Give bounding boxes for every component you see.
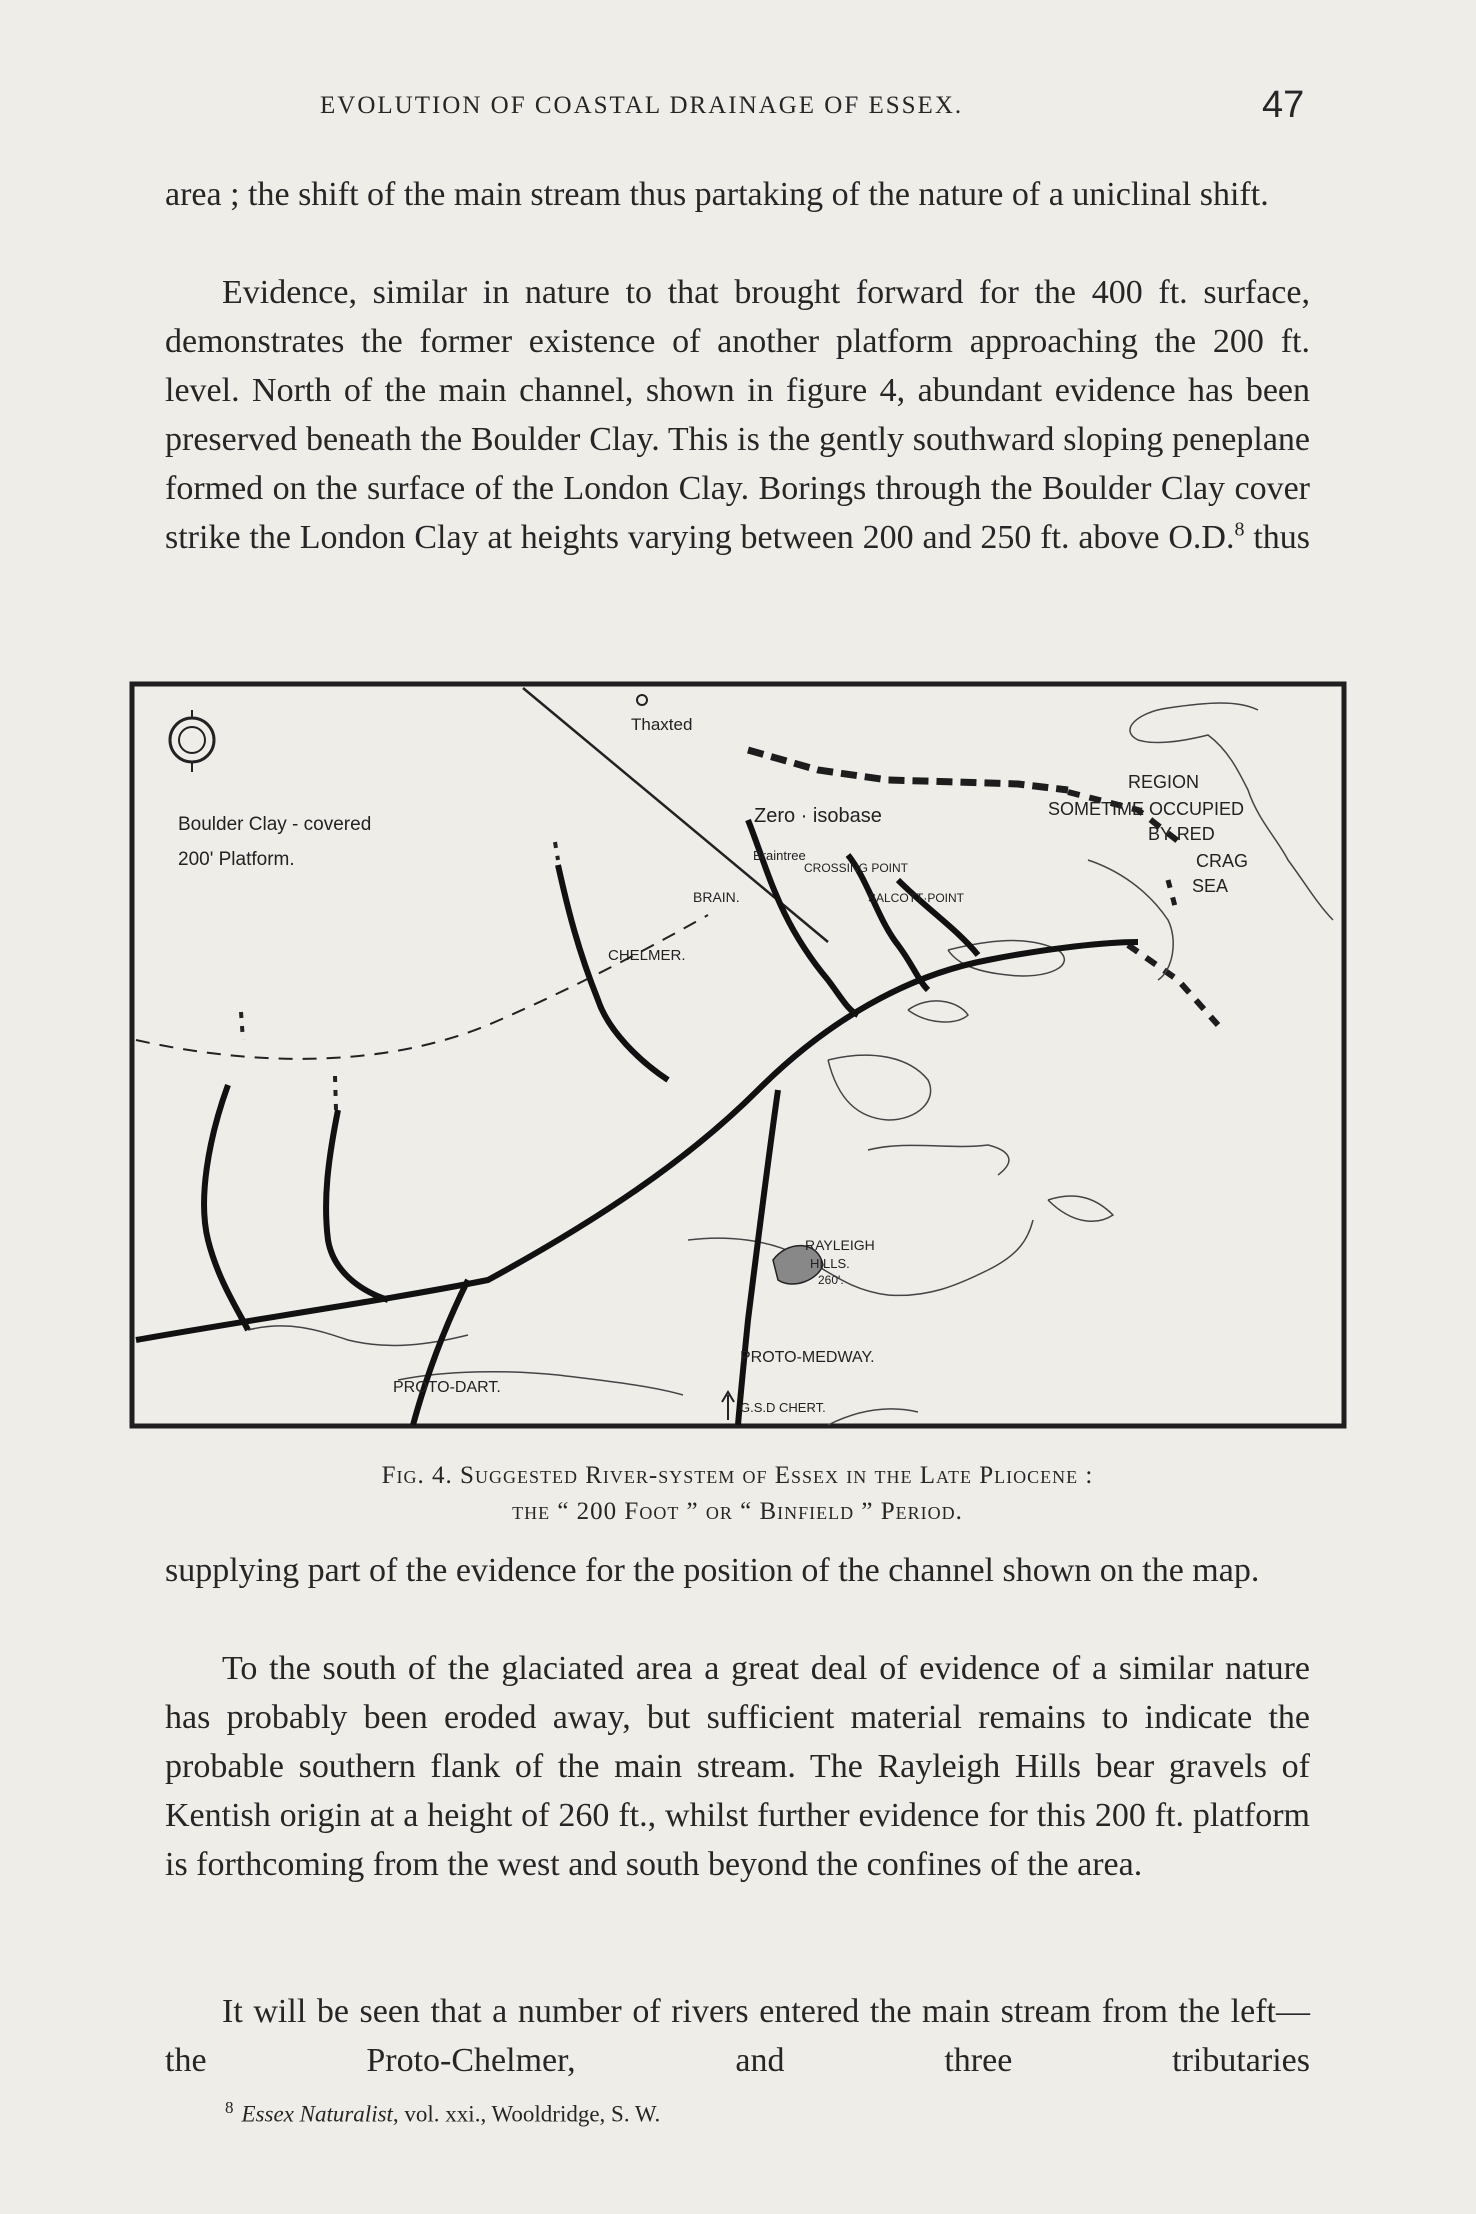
proto-chelmer <box>558 865 668 1080</box>
label-proto-dart: PROTO-DART. <box>393 1379 501 1396</box>
footnote-rest: , vol. xxi., Wooldridge, S. W. <box>392 2101 661 2127</box>
running-title: EVOLUTION OF COASTAL DRAINAGE OF ESSEX. <box>320 92 964 119</box>
label-region-2: SOMETIME OCCUPIED <box>1048 799 1245 819</box>
footnote-number: 8 <box>225 2098 234 2117</box>
paragraph-evidence-tail: thus <box>1244 519 1310 556</box>
label-zero-isobase: Zero · isobase <box>754 805 882 827</box>
proto-dart <box>413 1280 468 1425</box>
shore-line-2 <box>1048 1196 1113 1221</box>
proto-medway <box>738 1090 778 1425</box>
red-crag-boundary <box>1128 945 1218 1025</box>
caption-line-1: Fig. 4. Suggested River-system of Essex in the Late Pliocene : <box>381 1462 1094 1489</box>
label-region-4: CRAG <box>1196 851 1249 871</box>
estuary-island-2 <box>908 1001 968 1022</box>
paragraph-supplying: supplying part of the evidence for the position of the channel shown on the map. <box>165 1552 1260 1589</box>
label-thaxted: Thaxted <box>631 715 693 734</box>
coast-south <box>688 1220 1033 1295</box>
dash-mark-1 <box>555 842 558 860</box>
figure-4-map <box>128 680 1348 1450</box>
thaxted-marker-icon <box>637 695 647 705</box>
west-tributary-2 <box>326 1110 388 1300</box>
medway-bank <box>828 1409 918 1425</box>
zero-isobase-line <box>748 750 1068 790</box>
estuary-shore <box>828 1055 931 1120</box>
label-rayleigh-2: HILLS. <box>810 1256 850 1271</box>
shore-line-1 <box>868 1145 1009 1175</box>
page-number: 47 <box>1262 84 1305 126</box>
blackwater-tributary <box>848 855 928 990</box>
label-brain: BRAIN. <box>693 889 740 905</box>
label-braintree-crossing: CROSSING POINT <box>804 861 909 875</box>
main-stream <box>136 942 1138 1340</box>
dash-mark-2 <box>241 1012 243 1040</box>
west-tributary-1 <box>204 1085 248 1330</box>
figure-caption <box>150 1458 1325 1530</box>
label-chelmer: CHELMER. <box>608 947 686 964</box>
stour-estuary <box>1088 860 1173 980</box>
label-braintree: Braintree <box>753 848 806 863</box>
label-gsd-chert: G.S.D CHERT. <box>740 1400 826 1415</box>
label-rayleigh-3: 260'. <box>818 1273 844 1287</box>
paragraph-south: To the south of the glaciated area a great deal of evidence of a similar nature has probably been eroded away, but sufficient material remains to indicate the probable southern flank of the main stream. The Rayleigh Hills bear gravels of Kentish origin at a height of 260 ft., whilst further evidence for this 200 ft. platform is forthcoming from the west and south beyond the confines of the area. <box>165 1650 1310 1883</box>
dash-mark-3 <box>335 1076 336 1110</box>
label-salcott: SALCOTT·POINT <box>868 891 965 905</box>
crag-boundary-dots <box>1168 880 1176 910</box>
footnote-ref: 8 <box>1234 518 1245 541</box>
map-frame <box>132 684 1344 1426</box>
footnote <box>225 2098 660 2128</box>
label-region-3: BY RED <box>1148 824 1215 844</box>
paragraph-evidence-text: Evidence, similar in nature to that brought forward for the 400 ft. surface, demonstrates the former existence of another platform approaching the 200 ft. level. North of the main channel, shown in figure 4, abundant evidence has been preserved beneath the Boulder Clay. This is the gently southward sloping peneplane formed on the surface of the London Clay. Borings through the Boulder Clay cover strike the London Clay at heights varying between 200 and 250 ft. above O.D. <box>165 274 1310 556</box>
paragraph-evidence <box>165 268 1310 562</box>
paragraph-continued: area ; the shift of the main stream thus partaking of the nature of a uniclinal shift. <box>165 176 1269 213</box>
label-proto-medway: PROTO-MEDWAY. <box>740 1349 875 1366</box>
caption-line-2: the “ 200 Foot ” or “ Binfield ” Period. <box>512 1498 963 1525</box>
footnote-source: Essex Naturalist <box>241 2101 393 2127</box>
paragraph-rivers: It will be seen that a number of rivers entered the main stream from the left—the Proto-Chelmer, and three tributaries <box>165 1993 1310 2079</box>
label-rayleigh-1: RAYLEIGH <box>805 1237 875 1253</box>
label-region-5: SEA <box>1192 876 1229 896</box>
north-compass-icon <box>170 710 214 772</box>
label-boulder-clay-1: Boulder Clay - covered <box>178 814 372 835</box>
river-system-map <box>128 680 1348 1450</box>
label-region-1: REGION <box>1128 772 1200 792</box>
thames-north-bank <box>248 1326 468 1346</box>
label-boulder-clay-2: 200' Platform. <box>178 849 295 870</box>
